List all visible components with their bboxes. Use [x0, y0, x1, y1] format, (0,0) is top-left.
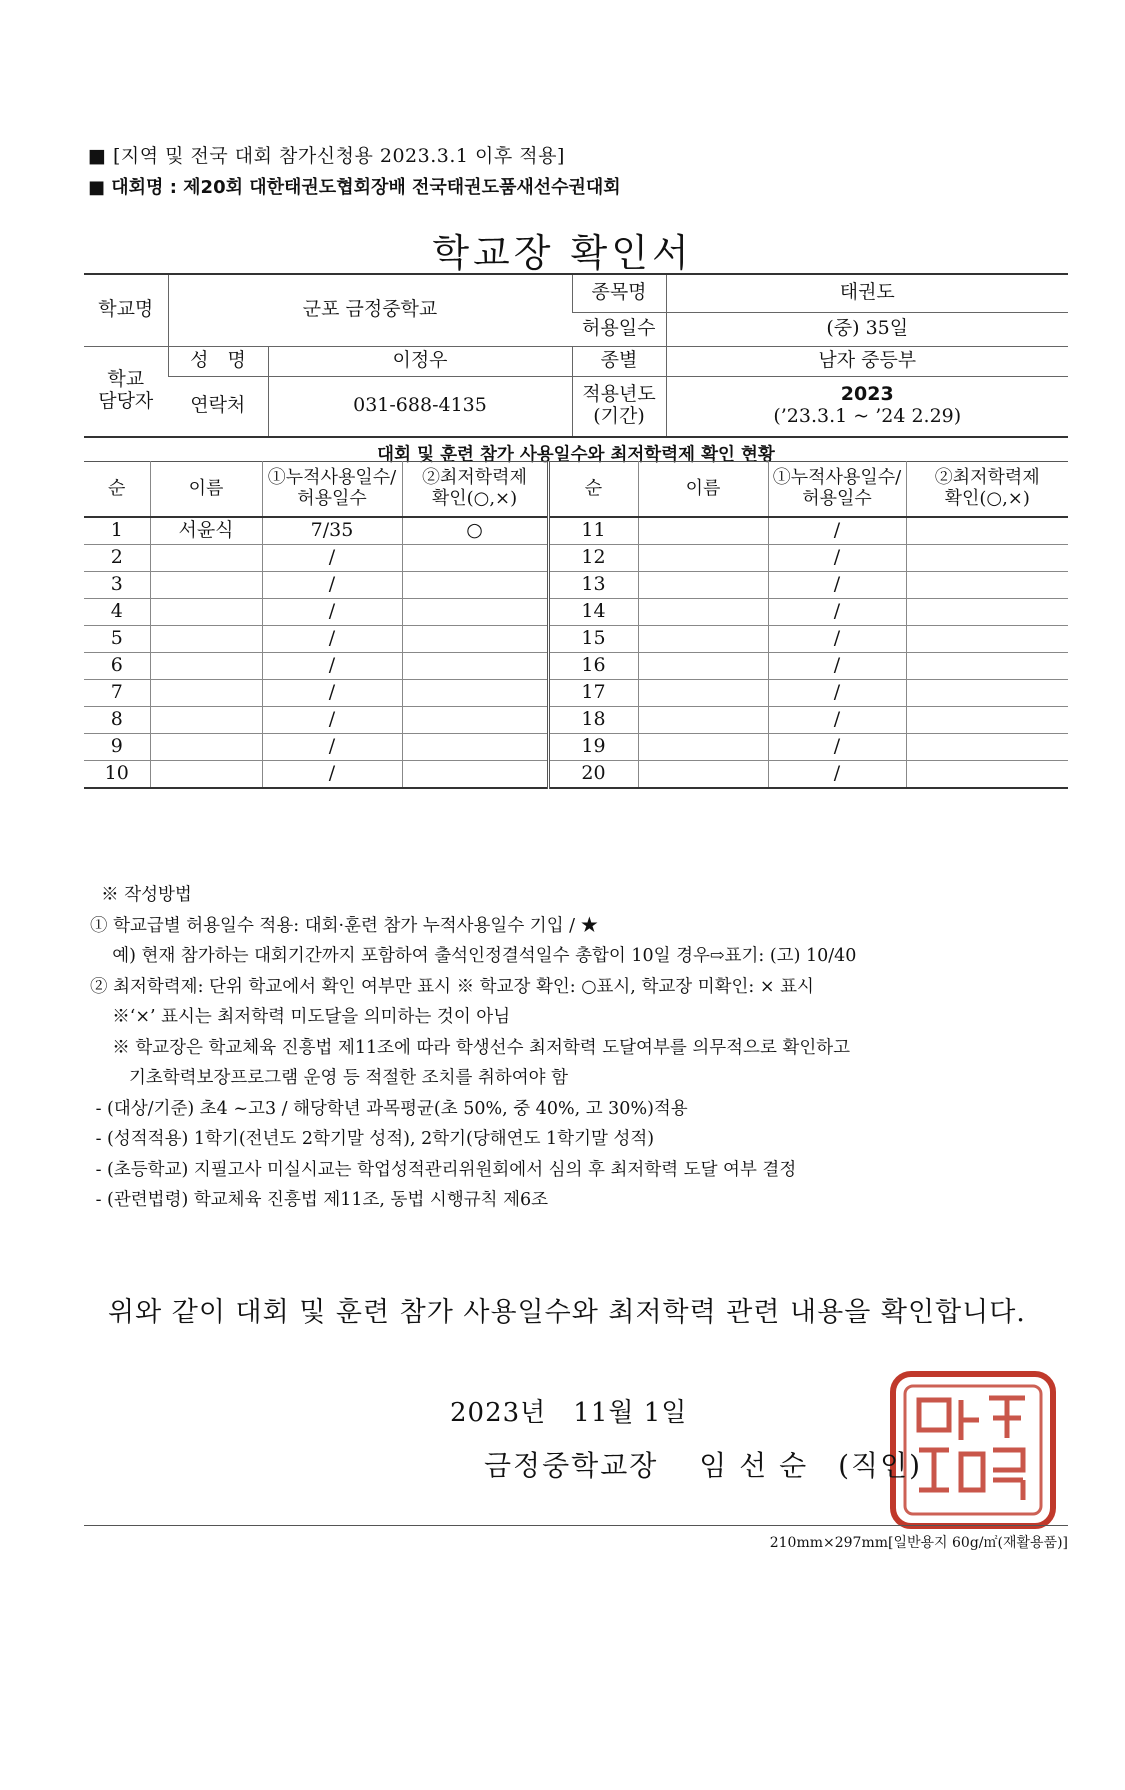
row-no: 14 — [548, 599, 638, 626]
row-check — [906, 680, 1068, 707]
row-name — [150, 626, 262, 653]
category-label: 종별 — [572, 346, 666, 376]
row-days: / — [262, 680, 402, 707]
guide-line: - (대상/기준) 초4 ~고3 / 해당학년 과목평균(초 50%, 중 40%, 고 30%)적용 — [90, 1098, 688, 1119]
year-label-line-1: 적용년도 — [582, 383, 656, 406]
table-row — [84, 761, 1068, 789]
guide-line: ※ 학교장은 학교체육 진흥법 제11조에 따라 학생선수 최저학력 도달여부를 의무적으로 확인하고 — [90, 1037, 851, 1058]
row-days: / — [768, 761, 906, 789]
row-check — [402, 626, 548, 653]
row-name — [638, 599, 768, 626]
row-check — [402, 545, 548, 572]
row-no: 13 — [548, 572, 638, 599]
row-days: / — [262, 545, 402, 572]
row-name — [638, 517, 768, 545]
row-name — [638, 734, 768, 761]
table-row — [84, 653, 1068, 680]
row-days: / — [262, 707, 402, 734]
guide-line: - (초등학교) 지필고사 미실시교는 학업성적관리위원회에서 심의 후 최저학력 도달 여부 결정 — [90, 1159, 797, 1180]
row-name — [638, 545, 768, 572]
header-line-1: ■ [지역 및 전국 대회 참가신청용 2023.3.1 이후 적용] — [88, 145, 565, 167]
row-check — [402, 599, 548, 626]
row-days: / — [262, 761, 402, 789]
row-no: 4 — [84, 599, 150, 626]
header-check-right-line-2: 확인(○,×) — [944, 488, 1030, 509]
row-no: 20 — [548, 761, 638, 789]
event-value: 태권도 — [666, 274, 1068, 312]
row-name — [638, 626, 768, 653]
row-check — [906, 761, 1068, 789]
contact-label: 연락처 — [168, 376, 268, 436]
row-check — [906, 599, 1068, 626]
row-check — [906, 545, 1068, 572]
row-name — [150, 545, 262, 572]
row-no: 15 — [548, 626, 638, 653]
row-days: 7/35 — [262, 517, 402, 545]
header-days-line-1: ①누적사용일수/ — [267, 467, 397, 489]
row-days: / — [768, 626, 906, 653]
row-days: / — [262, 626, 402, 653]
row-no: 8 — [84, 707, 150, 734]
row-days: / — [768, 545, 906, 572]
header-days-right-line-2: 허용일수 — [802, 488, 872, 509]
page-title: 학교장 확인서 — [432, 231, 693, 275]
header-days-line-2: 허용일수 — [297, 488, 367, 509]
row-name — [638, 707, 768, 734]
row-check — [402, 680, 548, 707]
row-name: 서윤식 — [150, 517, 262, 545]
guide-line: 기초학력보장프로그램 운영 등 적절한 조치를 취하여야 함 — [90, 1068, 569, 1088]
row-no: 7 — [84, 680, 150, 707]
row-days: / — [768, 707, 906, 734]
table-row — [84, 680, 1068, 707]
row-no: 9 — [84, 734, 150, 761]
row-no: 18 — [548, 707, 638, 734]
issue-date: 2023년 11월 1일 — [450, 1398, 688, 1428]
header-check — [402, 462, 548, 518]
signer: 금정중학교장 임 선 순 (직인) — [484, 1449, 923, 1482]
table-row — [84, 517, 1068, 545]
header-no: 순 — [84, 462, 150, 518]
row-check — [402, 572, 548, 599]
row-check — [906, 572, 1068, 599]
year-value: 2023 — [840, 383, 894, 406]
row-check: ○ — [402, 517, 548, 545]
manager-label-line-1: 학교 — [107, 368, 145, 391]
year-label-line-2: (기간) — [593, 405, 645, 427]
name-label: 성 명 — [168, 346, 268, 376]
row-name — [150, 734, 262, 761]
row-days: / — [768, 572, 906, 599]
guide-line: 예) 현재 참가하는 대회기간까지 포함하여 출석인정결석일수 총합이 10일 경우⇨표기: (고) 10/40 — [90, 946, 857, 966]
category-value: 남자 중등부 — [666, 346, 1068, 376]
header-check-line-2: 확인(○,×) — [431, 488, 518, 509]
row-days: / — [262, 653, 402, 680]
header-check-line-1: ②최저학력제 — [422, 467, 527, 489]
row-name — [150, 653, 262, 680]
records-table — [84, 461, 1068, 789]
row-days: / — [768, 599, 906, 626]
records-header-row — [84, 462, 1068, 518]
row-check — [906, 517, 1068, 545]
manager-label — [84, 346, 168, 436]
row-no: 17 — [548, 680, 638, 707]
year-label — [572, 376, 666, 436]
contact-value: 031-688-4135 — [268, 376, 572, 436]
table-row — [84, 626, 1068, 653]
row-name — [638, 653, 768, 680]
header-days-right — [768, 462, 906, 518]
row-name — [150, 680, 262, 707]
guide-line: - (성적적용) 1학기(전년도 2학기말 성적), 2학기(당해연도 1학기말 성적) — [90, 1129, 655, 1149]
row-days: / — [768, 680, 906, 707]
year-cell — [666, 376, 1068, 436]
allowed-days-label: 허용일수 — [572, 312, 666, 346]
row-name — [150, 572, 262, 599]
table-row — [84, 707, 1068, 734]
header-check-right-line-1: ②최저학력제 — [934, 467, 1040, 489]
table-row — [84, 545, 1068, 572]
row-days: / — [262, 599, 402, 626]
row-check — [402, 761, 548, 789]
allowed-days-value: (중) 35일 — [666, 312, 1068, 346]
competition-name: ■ 대회명 : 제20회 대한태권도협회장배 전국태권도품새선수권대회 — [88, 177, 621, 198]
header-check-right — [906, 462, 1068, 518]
row-no: 16 — [548, 653, 638, 680]
row-name — [638, 761, 768, 789]
row-no: 19 — [548, 734, 638, 761]
header-name-right: 이름 — [638, 462, 768, 518]
row-days: / — [768, 653, 906, 680]
row-check — [402, 734, 548, 761]
row-check — [906, 626, 1068, 653]
row-no: 5 — [84, 626, 150, 653]
row-no: 1 — [84, 517, 150, 545]
row-days: / — [262, 572, 402, 599]
event-label: 종목명 — [572, 274, 666, 312]
row-check — [906, 653, 1068, 680]
writing-guide — [90, 880, 856, 1216]
header-no-right: 순 — [548, 462, 638, 518]
table-row — [84, 734, 1068, 761]
school-label: 학교명 — [84, 274, 168, 346]
paper-spec: 210mm×297mm[일반용지 60g/㎡(재활용품)] — [769, 1535, 1068, 1551]
school-info-table — [84, 273, 1068, 437]
row-days: / — [768, 734, 906, 761]
row-check — [906, 734, 1068, 761]
row-name — [638, 572, 768, 599]
row-name — [150, 599, 262, 626]
row-name — [638, 680, 768, 707]
header-days-right-line-1: ①누적사용일수/ — [772, 467, 902, 489]
section-title: 대회 및 훈련 참가 사용일수와 최저학력제 확인 현황 — [84, 436, 1068, 466]
guide-line: - (관련법령) 학교체육 진흥법 제11조, 동법 시행규칙 제6조 — [90, 1190, 549, 1210]
row-days: / — [262, 734, 402, 761]
row-no: 12 — [548, 545, 638, 572]
guide-line: ※‘×’ 표시는 최저학력 미도달을 의미하는 것이 아님 — [90, 1007, 511, 1027]
row-no: 11 — [548, 517, 638, 545]
name-value: 이정우 — [268, 346, 572, 376]
row-check — [402, 653, 548, 680]
header-days — [262, 462, 402, 518]
row-no: 3 — [84, 572, 150, 599]
table-row — [84, 572, 1068, 599]
header-name: 이름 — [150, 462, 262, 518]
table-row — [84, 599, 1068, 626]
row-check — [906, 707, 1068, 734]
manager-label-line-2: 담당자 — [98, 390, 154, 412]
school-value: 군포 금정중학교 — [168, 274, 572, 346]
row-check — [402, 707, 548, 734]
period-value: (’23.3.1 ~ ’24 2.29) — [773, 405, 962, 427]
row-days: / — [768, 517, 906, 545]
confirmation-statement: 위와 같이 대회 및 훈련 참가 사용일수와 최저학력 관련 내용을 확인합니다. — [108, 1297, 1026, 1328]
row-no: 2 — [84, 545, 150, 572]
row-name — [150, 707, 262, 734]
row-no: 6 — [84, 653, 150, 680]
row-no: 10 — [84, 761, 150, 789]
row-name — [150, 761, 262, 789]
footer-divider — [84, 1525, 1068, 1526]
guide-line: ② 최저학력제: 단위 학교에서 확인 여부만 표시 ※ 학교장 확인: ○표시, 학교장 미확인: × 표시 — [90, 976, 814, 997]
guide-line: ① 학교급별 허용일수 적용: 대회·훈련 참가 누적사용일수 기입 / ★ — [90, 915, 599, 936]
guide-line: ※ 작성방법 — [90, 885, 192, 905]
